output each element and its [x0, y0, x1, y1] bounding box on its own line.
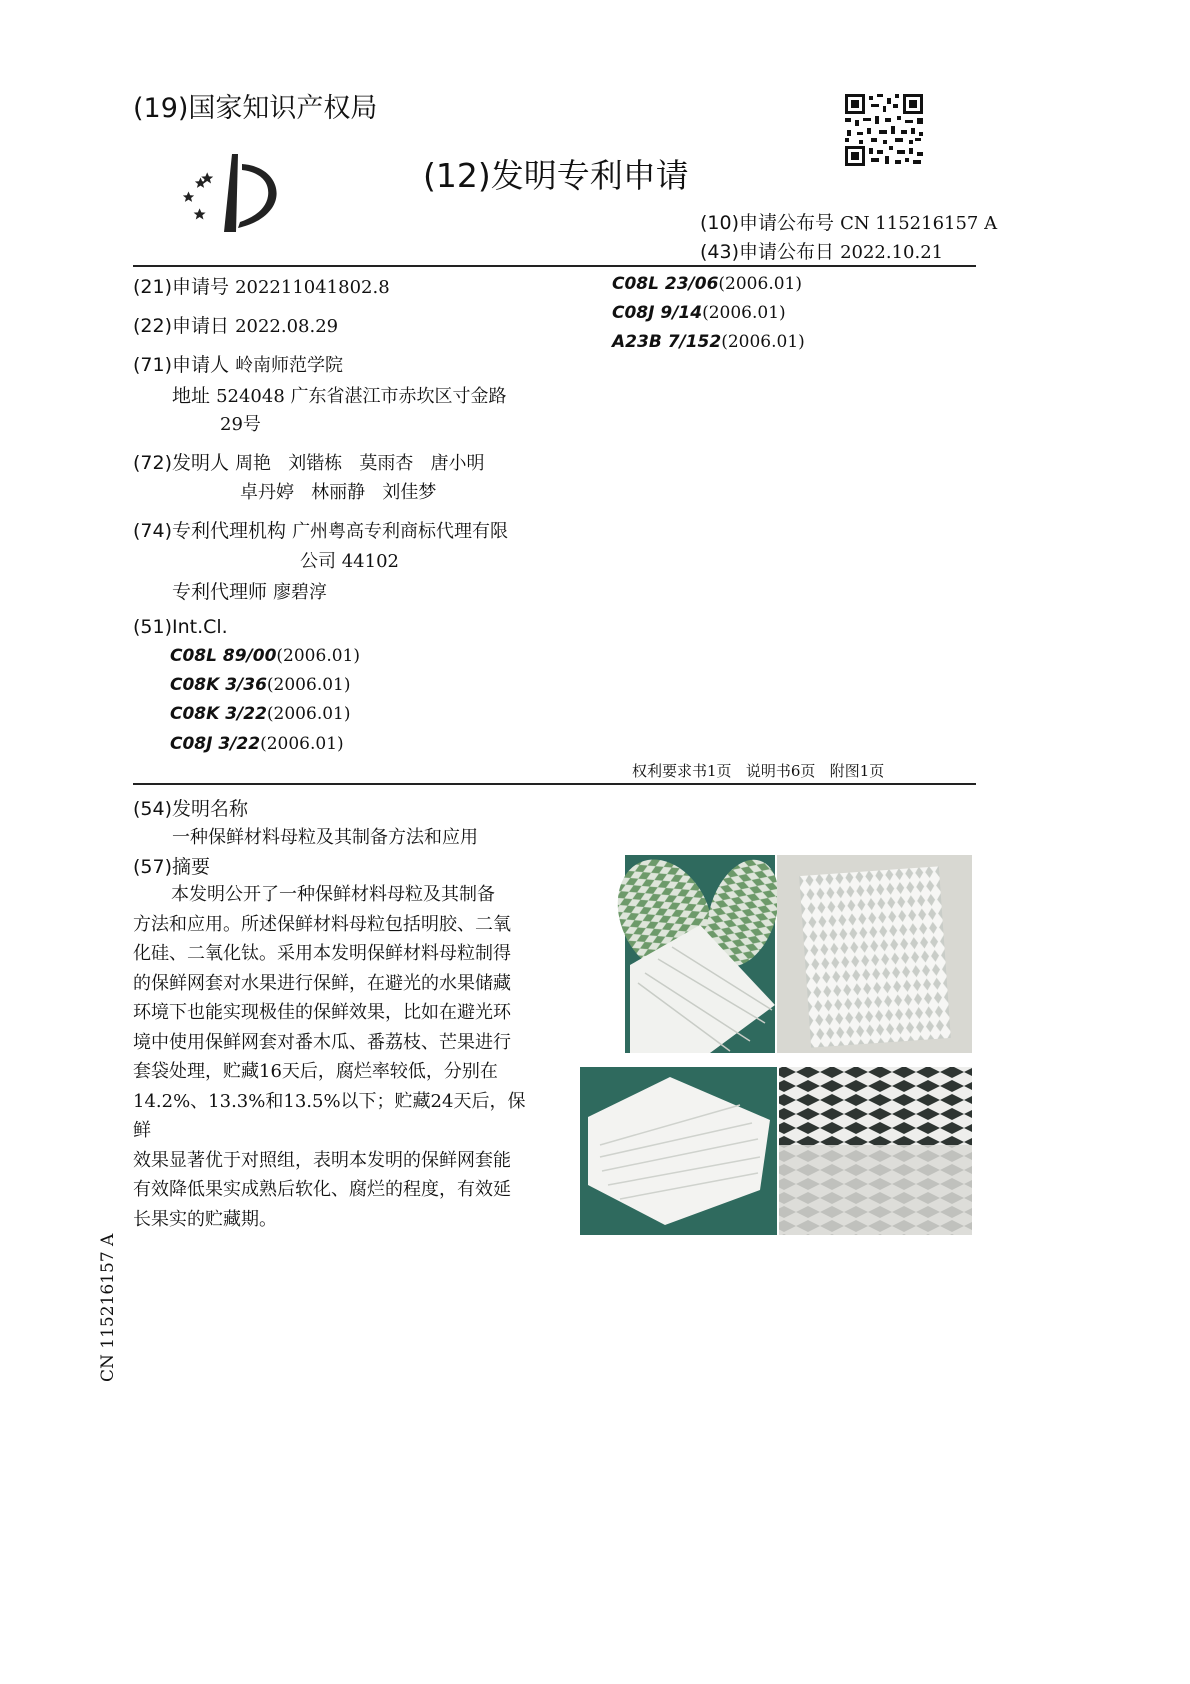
application-date: 2022.08.29 — [235, 316, 339, 337]
page-counts: 权利要求书1页 说明书6页 附图1页 — [632, 762, 885, 780]
office-name: (19)国家知识产权局 — [133, 93, 378, 124]
inventors-line-2: 卓丹婷 林丽静 刘佳梦 — [240, 482, 437, 503]
application-number-row — [133, 272, 390, 299]
ipc-right-3 — [612, 331, 805, 352]
abstract-line: 方法和应用。所述保鲜材料母粒包括明胶、二氧 — [133, 913, 511, 935]
qr-code — [845, 94, 923, 166]
abstract-line: 的保鲜网套对水果进行保鲜，在避光的水果储藏 — [133, 972, 511, 994]
ipc-version: (2006.01) — [276, 646, 360, 666]
abstract-figure — [580, 855, 972, 1235]
agency-row — [133, 516, 508, 543]
abstract-line: 长果实的贮藏期。 — [133, 1208, 277, 1230]
abstract-line: 本发明公开了一种保鲜材料母粒及其制备 — [171, 884, 495, 905]
cnipa-logo — [180, 150, 290, 236]
inventors-line-1: 周艳 刘锴栋 莫雨杏 唐小明 — [235, 453, 485, 474]
ipc-version: (2006.01) — [721, 332, 805, 352]
abstract-line: 境中使用保鲜网套对番木瓜、番荔枝、芒果进行 — [133, 1031, 511, 1053]
ipc-version: (2006.01) — [260, 734, 344, 754]
publication-number-label: (10)申请公布号 — [700, 212, 835, 234]
ipc-version: (2006.01) — [266, 675, 351, 695]
address-row — [172, 381, 507, 408]
abstract-line: 化硅、二氧化钛。采用本发明保鲜材料母粒制得 — [133, 943, 511, 964]
ipc-code: C08L 89/00 — [170, 646, 277, 666]
address-line-1: 524048 广东省湛江市赤坎区寸金路 — [216, 386, 507, 407]
inventors-row — [133, 448, 485, 475]
intcl-label: (51)Int.Cl. — [133, 616, 228, 638]
applicant: 岭南师范学院 — [235, 355, 344, 376]
abstract-line: 套袋处理，贮藏16天后，腐烂率较低，分别在 — [133, 1061, 498, 1082]
publication-date: 2022.10.21 — [840, 242, 944, 263]
photo-stacked-sheets — [580, 1067, 777, 1235]
inventors-label: (72)发明人 — [133, 452, 230, 474]
header-divider — [133, 265, 976, 267]
address-label: 地址 — [172, 385, 211, 407]
ipc-code: A23B 7/152 — [612, 332, 722, 352]
agent-label: 专利代理师 — [172, 581, 268, 603]
applicant-row — [133, 350, 343, 377]
agency-label: (74)专利代理机构 — [133, 520, 287, 542]
publication-number: CN 115216157 A — [840, 213, 998, 234]
application-number-label: (21)申请号 — [133, 276, 230, 298]
abstract-line: 有效降低果实成熟后软化、腐烂的程度，有效延 — [133, 1179, 511, 1200]
abstract-body — [133, 880, 537, 1234]
ipc-code: C08K 3/36 — [170, 675, 267, 695]
ipc-version: (2006.01) — [718, 274, 802, 294]
publication-number-row — [700, 208, 997, 235]
ipc-right-1 — [612, 273, 802, 294]
side-publication-number: CN 115216157 A — [98, 1233, 118, 1382]
application-date-row — [133, 311, 338, 338]
publication-date-row — [700, 237, 943, 264]
abstract-label: (57)摘要 — [133, 856, 211, 878]
invention-title: 一种保鲜材料母粒及其制备方法和应用 — [172, 827, 478, 848]
document-type: (12)发明专利申请 — [423, 156, 689, 195]
applicant-label: (71)申请人 — [133, 354, 230, 376]
photo-mesh-sleeve — [777, 855, 972, 1053]
ipc-left-3 — [170, 703, 351, 724]
ipc-version: (2006.01) — [702, 303, 786, 323]
ipc-left-1 — [170, 645, 360, 666]
abstract-line: 效果显著优于对照组，表明本发明的保鲜网套能 — [133, 1149, 511, 1171]
ipc-code: C08J 3/22 — [170, 734, 261, 754]
photo-fruit-with-mesh — [600, 855, 792, 1053]
ipc-code: C08K 3/22 — [170, 704, 267, 724]
ipc-left-4 — [170, 733, 344, 754]
ipc-version: (2006.01) — [266, 704, 351, 724]
abstract-line: 14.2%、13.3%和13.5%以下；贮藏24天后，保鲜 — [133, 1090, 526, 1141]
photo-mesh-closeup — [779, 1067, 972, 1235]
application-number: 202211041802.8 — [235, 277, 390, 298]
ipc-left-2 — [170, 674, 351, 695]
agency-line-1: 广州粤高专利商标代理有限 — [292, 521, 509, 542]
title-label: (54)发明名称 — [133, 798, 249, 820]
section-divider — [133, 783, 976, 785]
ipc-code: C08L 23/06 — [612, 274, 719, 294]
ipc-right-2 — [612, 302, 786, 323]
ipc-code: C08J 9/14 — [612, 303, 703, 323]
abstract-line: 环境下也能实现极佳的保鲜效果，比如在避光环 — [133, 1002, 511, 1023]
address-line-2: 29号 — [220, 414, 261, 435]
application-date-label: (22)申请日 — [133, 315, 230, 337]
agent: 廖碧淳 — [273, 582, 328, 603]
agent-row — [172, 577, 327, 604]
agency-line-2: 公司 44102 — [300, 551, 399, 572]
publication-date-label: (43)申请公布日 — [700, 241, 835, 263]
